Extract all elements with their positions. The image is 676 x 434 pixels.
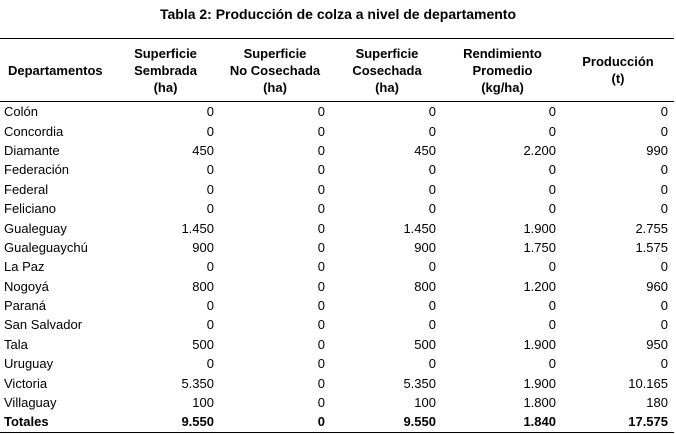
department-cell: Victoria <box>4 375 48 391</box>
table-title: Tabla 2: Producción de colza a nivel de departamento <box>159 6 517 22</box>
value-cell: 0 <box>317 123 325 139</box>
table-row <box>0 141 674 160</box>
value-cell: 0 <box>660 123 668 139</box>
header-line: Cosechada <box>352 62 422 78</box>
value-cell: 990 <box>646 142 668 158</box>
value-cell: 0 <box>317 375 325 391</box>
department-cell: Villaguay <box>4 395 57 411</box>
header-line: (t) <box>611 71 625 86</box>
value-cell: 0 <box>206 181 214 197</box>
value-cell: 0 <box>428 201 436 217</box>
value-cell: 0 <box>428 181 436 197</box>
value-cell: 2.755 <box>635 220 668 236</box>
value-cell: 0 <box>317 298 325 314</box>
value-cell: 0 <box>317 239 325 255</box>
value-cell: 1.450 <box>403 220 436 236</box>
value-cell: 500 <box>414 336 436 352</box>
header-line: (ha) <box>153 79 178 95</box>
department-cell: Federación <box>4 162 70 178</box>
table-row <box>0 218 674 237</box>
department-cell: Gualeguay <box>4 220 67 236</box>
table-row <box>0 277 674 296</box>
header-line: Rendimiento <box>463 45 542 61</box>
value-cell: 950 <box>646 336 668 352</box>
value-cell: 0 <box>660 104 668 120</box>
department-cell: Diamante <box>4 142 60 158</box>
value-cell: 450 <box>414 142 436 158</box>
table-row <box>0 354 674 373</box>
value-cell: 0 <box>206 298 214 314</box>
value-cell: 0 <box>219 412 331 432</box>
value-cell: 0 <box>548 356 556 372</box>
table-row <box>0 296 674 315</box>
value-cell: 0 <box>660 201 668 217</box>
department-cell: Gualeguaychú <box>4 239 88 255</box>
value-cell: 0 <box>660 259 668 275</box>
header-line: Sembrada <box>134 62 197 78</box>
value-cell: 1.200 <box>523 278 556 294</box>
header-superficie-sembrada <box>112 39 219 102</box>
value-cell: 100 <box>192 395 214 411</box>
value-cell: 0 <box>317 317 325 333</box>
value-cell: 0 <box>317 181 325 197</box>
totals-row <box>0 412 674 432</box>
table-row <box>0 238 674 257</box>
header-line: No Cosechada <box>229 62 321 78</box>
department-cell: Tala <box>4 336 28 352</box>
department-cell: Feliciano <box>4 201 57 217</box>
value-cell: 0 <box>548 104 556 120</box>
value-cell: 0 <box>206 104 214 120</box>
value-cell: 0 <box>206 356 214 372</box>
table-row <box>0 180 674 199</box>
header-line: Superficie <box>134 45 197 61</box>
value-cell: 2.200 <box>523 142 556 158</box>
value-cell: 1.750 <box>523 239 556 255</box>
table-row <box>0 160 674 179</box>
value-cell: 180 <box>646 395 668 411</box>
value-cell: 0 <box>660 356 668 372</box>
value-cell: 0 <box>548 317 556 333</box>
value-cell: 0 <box>548 123 556 139</box>
table-row <box>0 102 674 122</box>
value-cell: 100 <box>414 395 436 411</box>
header-produccion <box>562 39 674 102</box>
header-superficie-cosechada <box>331 39 443 102</box>
table-row <box>0 335 674 354</box>
value-cell: 500 <box>192 336 214 352</box>
value-cell: 0 <box>317 142 325 158</box>
value-cell: 0 <box>428 162 436 178</box>
value-cell: 1.450 <box>181 220 214 236</box>
department-cell: Totales <box>0 412 112 432</box>
value-cell: 1.900 <box>523 220 556 236</box>
value-cell: 0 <box>548 181 556 197</box>
value-cell: 0 <box>548 298 556 314</box>
table-row <box>0 393 674 412</box>
value-cell: 900 <box>414 239 436 255</box>
value-cell: 0 <box>317 278 325 294</box>
value-cell: 800 <box>414 278 436 294</box>
value-cell: 0 <box>317 336 325 352</box>
value-cell: 0 <box>317 220 325 236</box>
value-cell: 800 <box>192 278 214 294</box>
value-cell: 0 <box>660 181 668 197</box>
value-cell: 0 <box>548 162 556 178</box>
value-cell: 0 <box>428 298 436 314</box>
value-cell: 0 <box>206 162 214 178</box>
value-cell: 0 <box>428 259 436 275</box>
value-cell: 1.900 <box>523 336 556 352</box>
value-cell: 1.800 <box>523 395 556 411</box>
value-cell: 0 <box>206 123 214 139</box>
header-line: (ha) <box>263 79 287 95</box>
value-cell: 0 <box>206 259 214 275</box>
department-cell: Concordia <box>4 123 64 139</box>
header-rendimiento-promedio <box>443 39 562 102</box>
header-line: (kg/ha) <box>481 79 524 95</box>
table-row <box>0 257 674 276</box>
value-cell: 10.165 <box>628 375 668 391</box>
header-row <box>0 39 674 102</box>
header-line: (ha) <box>375 79 399 95</box>
value-cell: 0 <box>317 259 325 275</box>
department-cell: La Paz <box>4 259 45 275</box>
value-cell: 0 <box>317 104 325 120</box>
value-cell: 0 <box>660 317 668 333</box>
header-line: Producción <box>582 54 654 69</box>
value-cell: 0 <box>428 356 436 372</box>
value-cell: 1.575 <box>635 239 668 255</box>
header-superficie-no-cosechada <box>219 39 331 102</box>
value-cell: 0 <box>206 201 214 217</box>
department-cell: Uruguay <box>4 356 54 372</box>
value-cell: 0 <box>317 395 325 411</box>
header-line: Departamentos <box>8 62 103 78</box>
value-cell: 900 <box>192 239 214 255</box>
value-cell: 0 <box>548 259 556 275</box>
department-cell: San Salvador <box>4 317 83 333</box>
value-cell: 1.840 <box>443 412 562 432</box>
header-line: Superficie <box>243 45 307 61</box>
value-cell: 450 <box>192 142 214 158</box>
value-cell: 0 <box>428 104 436 120</box>
value-cell: 0 <box>660 298 668 314</box>
table-body <box>0 102 674 433</box>
production-table <box>0 38 674 433</box>
department-cell: Paraná <box>4 298 46 314</box>
value-cell: 17.575 <box>562 412 674 432</box>
value-cell: 960 <box>646 278 668 294</box>
table-header <box>0 39 674 102</box>
value-cell: 5.350 <box>181 375 214 391</box>
table-row <box>0 315 674 334</box>
value-cell: 0 <box>548 201 556 217</box>
value-cell: 9.550 <box>331 412 443 432</box>
table-row <box>0 199 674 218</box>
value-cell: 0 <box>660 162 668 178</box>
value-cell: 0 <box>317 201 325 217</box>
department-cell: Federal <box>4 181 49 197</box>
value-cell: 0 <box>428 123 436 139</box>
value-cell: 0 <box>428 317 436 333</box>
table-row <box>0 121 674 140</box>
header-departamentos <box>0 39 112 102</box>
value-cell: 9.550 <box>112 412 219 432</box>
value-cell: 0 <box>317 356 325 372</box>
value-cell: 0 <box>206 317 214 333</box>
value-cell: 1.900 <box>523 375 556 391</box>
department-cell: Nogoyá <box>4 278 49 294</box>
header-line: Superficie <box>355 45 419 61</box>
header-line: Promedio <box>472 62 533 78</box>
table-row <box>0 373 674 392</box>
department-cell: Colón <box>4 104 38 120</box>
value-cell: 0 <box>317 162 325 178</box>
value-cell: 5.350 <box>403 375 436 391</box>
